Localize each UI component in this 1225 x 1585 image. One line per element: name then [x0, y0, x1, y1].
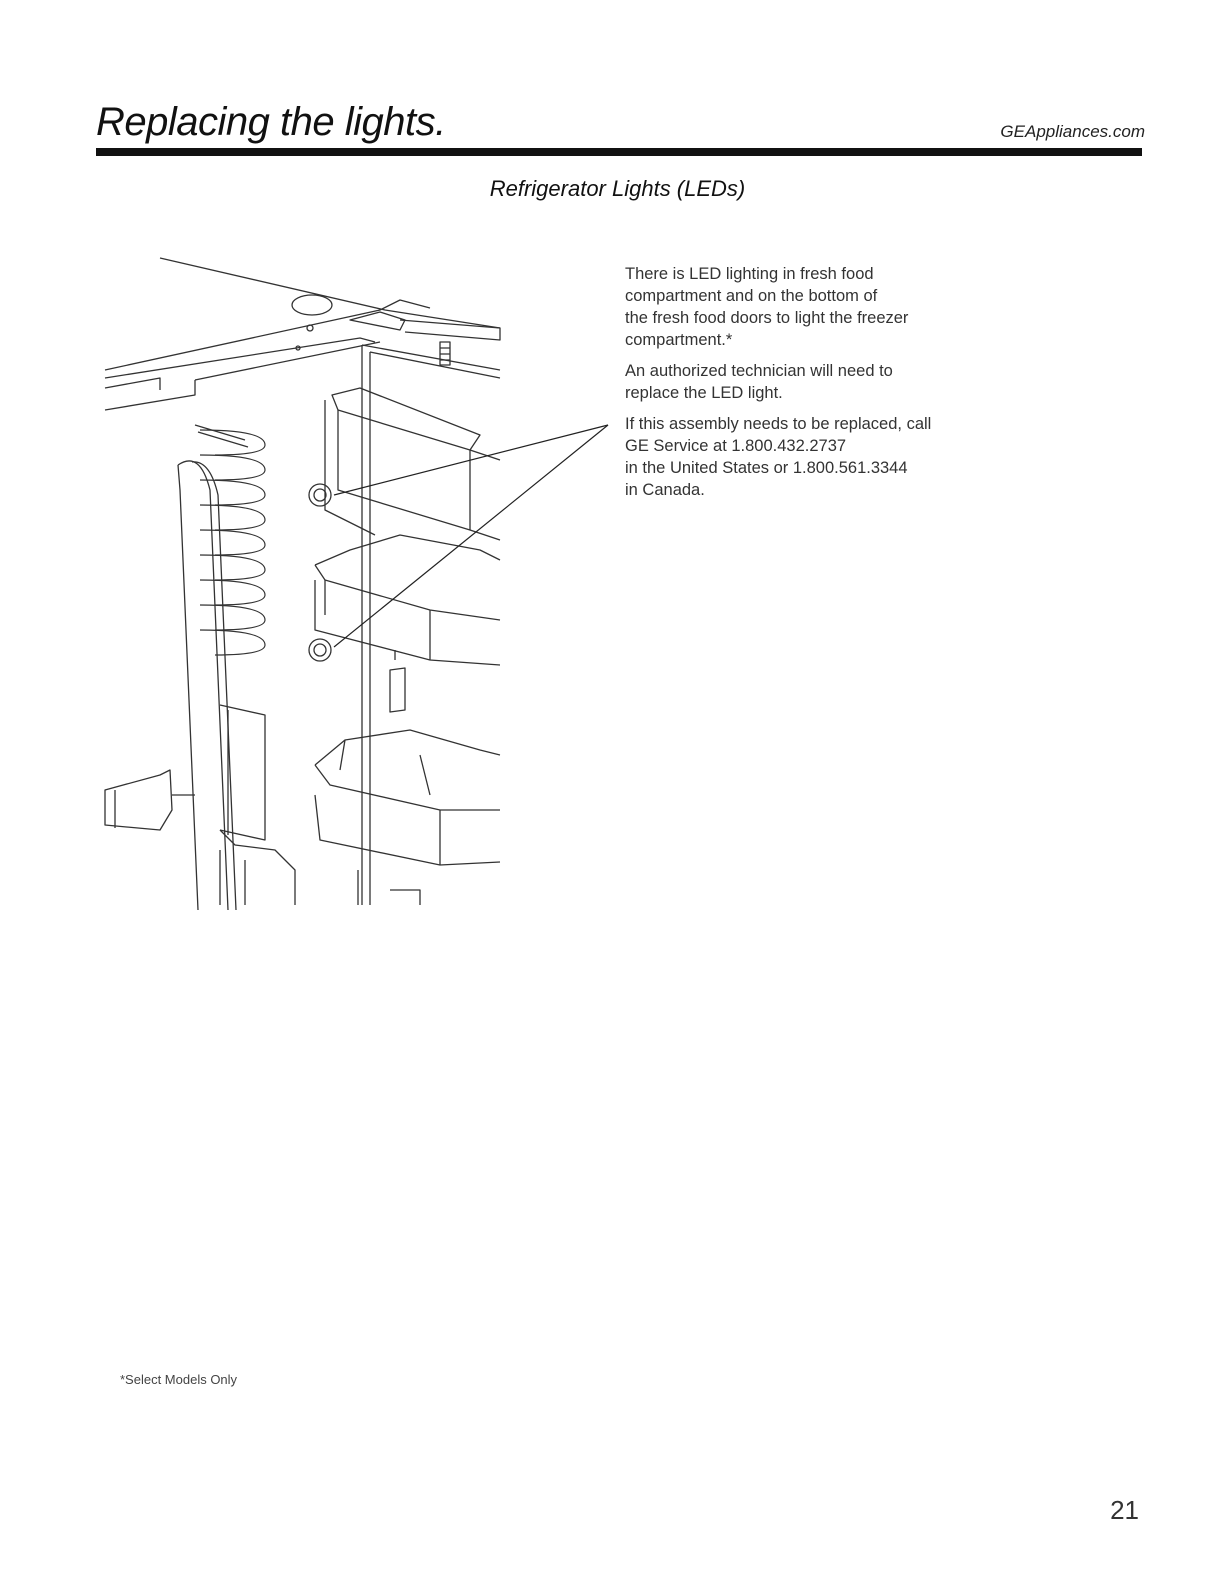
paragraph-service-contact: If this assembly needs to be replaced, call GE Service at 1.800.432.2737 in the United States or 1.800.561.3344 in Canada.	[625, 415, 932, 499]
header-rule	[96, 148, 1142, 156]
footnote: *Select Models Only	[120, 1372, 238, 1387]
refrigerator-illustration	[100, 250, 630, 915]
paragraph-technician: An authorized technician will need to replace the LED light.	[625, 362, 893, 402]
page-title: Replacing the lights.	[96, 100, 446, 144]
page-number: 21	[1110, 1495, 1139, 1525]
refrigerator-interior-led-diagram	[100, 250, 630, 915]
instructions-text	[625, 263, 995, 510]
section-subtitle: Refrigerator Lights (LEDs)	[489, 176, 746, 201]
website-link[interactable]: GEAppliances.com	[1000, 122, 1145, 141]
paragraph-led-lighting: There is LED lighting in fresh food compartment and on the bottom of the fresh food doors to light the freezer compartment.*	[625, 265, 909, 349]
